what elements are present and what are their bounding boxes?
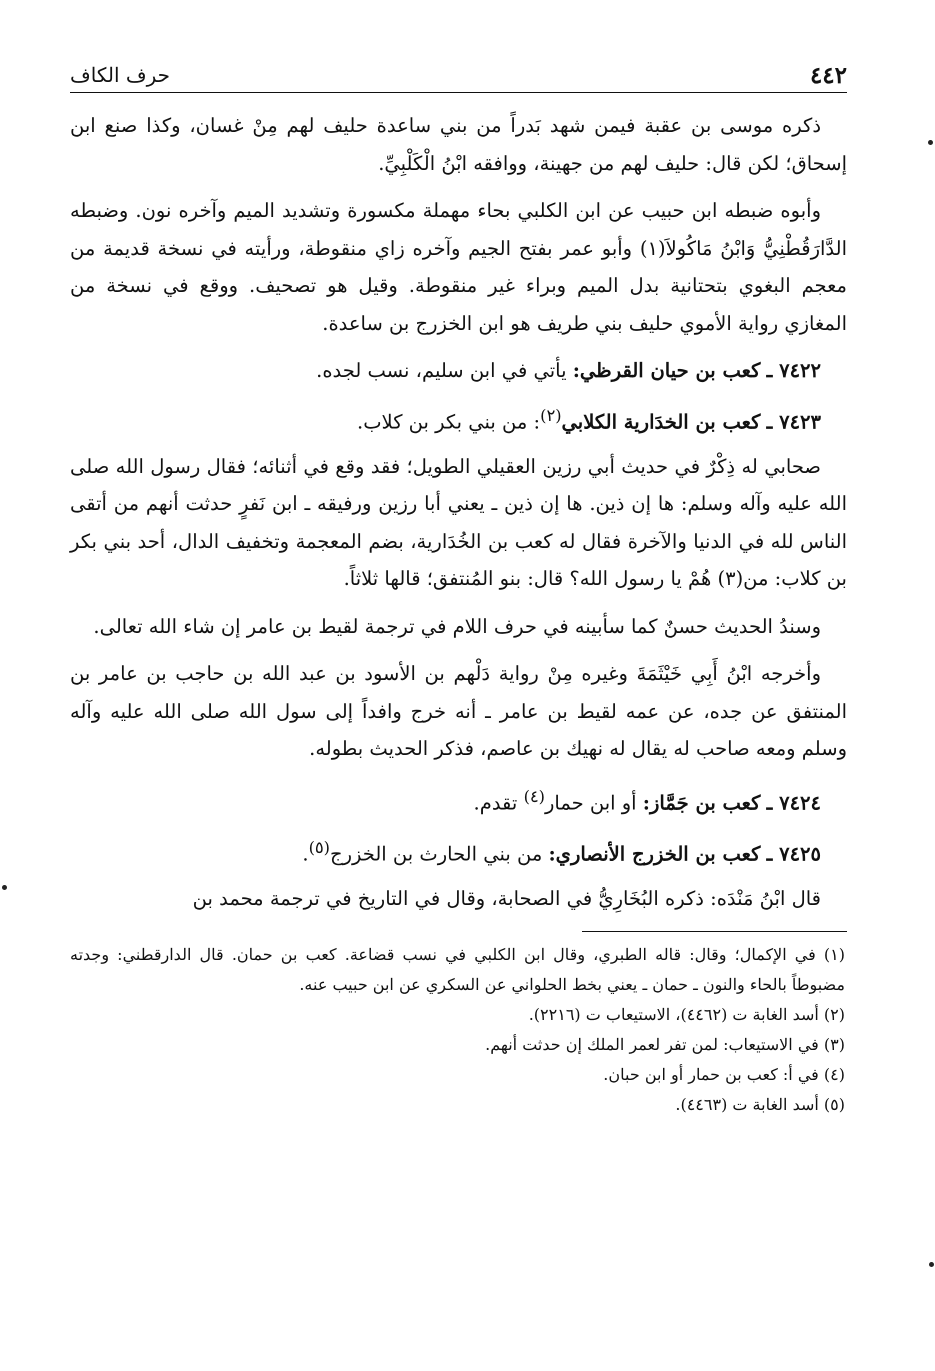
entry-name: كعب بن الخدَارية الكلابي: [561, 410, 761, 433]
footnotes-rule: [582, 931, 847, 932]
running-title: حرف الكاف: [70, 63, 171, 87]
margin-mark: [2, 885, 7, 890]
entry-7423: [70, 397, 847, 441]
entry-name: كعب بن الخزرج الأنصاري:: [548, 842, 761, 865]
footnote: (٣) في الاستيعاب: لمن تفر لعمر الملك إن حدثت أنهم.: [485, 1035, 845, 1054]
paragraph: وأبوه ضبطه ابن حبيب عن ابن الكلبي بحاء مهملة مكسورة وتشديد الميم وآخره نون. وضبطه الدَّارَقُطْنِيُّ وَابْنُ مَاكُولاَ(١) وأبو عمر بفتح الجيم وآخره زاي منقوطة، ورأيته في نسخة قديمة من معجم البغوي بتحتانية بدل الميم وبراء غير منقوطة. وقيل هو تصحيف. ووقع في نسخة من المغازي رواية الأموي حليف بني طريف هو ابن الخزرج بن ساعدة.: [70, 199, 848, 335]
entry-7422: [70, 352, 847, 390]
footnotes: [70, 940, 847, 1120]
entry-number: ٧٤٢٥ ـ: [766, 842, 821, 865]
entry-number: ٧٤٢٢ ـ: [766, 359, 821, 382]
page-number: ٤٤٢: [809, 61, 847, 89]
entry-text: : من بني بكر بن كلاب.: [357, 410, 541, 433]
entry-text: أو ابن حمار: [544, 791, 637, 814]
entry-number: ٧٤٢٤ ـ: [766, 791, 821, 814]
margin-mark: [928, 140, 933, 145]
paragraph: ذكره موسى بن عقبة فيمن شهد بَدراً من بني ساعدة حليف لهم مِنْ غسان، وكذا صنع ابن إسحاق؛ لكن قال: حليف لهم من جهينة، ووافقه ابْنُ الْكَلْبِيِّ.: [70, 114, 847, 175]
page-header: [70, 58, 847, 93]
entry-text: من بني الحارث بن الخزرج: [329, 842, 543, 865]
footnote: (١) في الإكمال؛ وقال: قاله الطبري، وقال ابن الكلبي في نسب قضاعة. كعب بن حمان. قال الدارقطني: وجدته مضبوطاً بالحاء والنون ـ حمان ـ يعني بخط الحلواني عن السكري عن ابن حبيب عنه.: [70, 945, 845, 994]
entry-text: تقدم.: [473, 791, 518, 814]
footnote: (٢) أسد الغابة ت (٤٤٦٢)، الاستيعاب ت (٢٢١٦).: [528, 1005, 845, 1024]
footnote: (٥) أسد الغابة ت (٤٤٦٣).: [675, 1095, 845, 1114]
paragraph: وأخرجه ابْنُ أَبِي خَيْثَمَةَ وغيره مِنْ رواية دَلْهم بن الأسود بن عبد الله بن حاجب بن عامر بن المنتفق عن جده، عن عمه لقيط بن عامر ـ أنه خرج وافداً إلى سول الله صلى الله عليه وآله وسلم ومعه صاحب له يقال له نهيك بن عاصم، فذكر الحديث بطوله.: [70, 662, 847, 760]
entry-7424: [70, 778, 847, 822]
margin-mark: [929, 1262, 934, 1267]
entry-end: .: [302, 842, 309, 865]
footnote-marker: (٢): [540, 405, 562, 425]
entry-7425: [70, 829, 847, 873]
entry-text: يأتي في ابن سليم، نسب لجده.: [316, 359, 567, 382]
paragraph: صحابي له ذِكْرٌ في حديث أبي رزين العقيلي الطويل؛ فقد وقع في أثنائه؛ فقال رسول الله صلى الله عليه وآله وسلم: ها إن ذين. ها إن ذين ـ يعني أبا رزين ورفيقه ـ ابن نَفرٍ حدثت أنهم من أتقى الناس لله في الدنيا والآخرة فقال له كعب بن الخُدَارية، بضم المعجمة وتخفيف الدال، أحد بني بكر بن كلاب: من(٣) هُمْ يا رسول الله؟ قال: بنو المُنتفق؛ قالها ثلاثاً.: [70, 454, 847, 590]
footnote: (٤) في أ: كعب بن حمار أو ابن حبان.: [603, 1065, 845, 1084]
footnote-marker: (٤): [523, 786, 545, 806]
entry-name: كعب بن حيان القرظي:: [572, 359, 761, 382]
paragraph: قال ابْنُ مَنْدَه: ذكره البُخَارِيُّ في الصحابة، وقال في التاريخ في ترجمة محمد بن: [192, 886, 821, 910]
entry-name: كعب بن جَمَّاز:: [642, 791, 761, 814]
footnote-marker: (٥): [308, 837, 330, 857]
paragraph: وسندُ الحديث حسنٌ كما سأبينه في حرف اللام في ترجمة لقيط بن عامر إن شاء الله تعالى.: [93, 614, 821, 638]
entry-number: ٧٤٢٣ ـ: [766, 410, 821, 433]
